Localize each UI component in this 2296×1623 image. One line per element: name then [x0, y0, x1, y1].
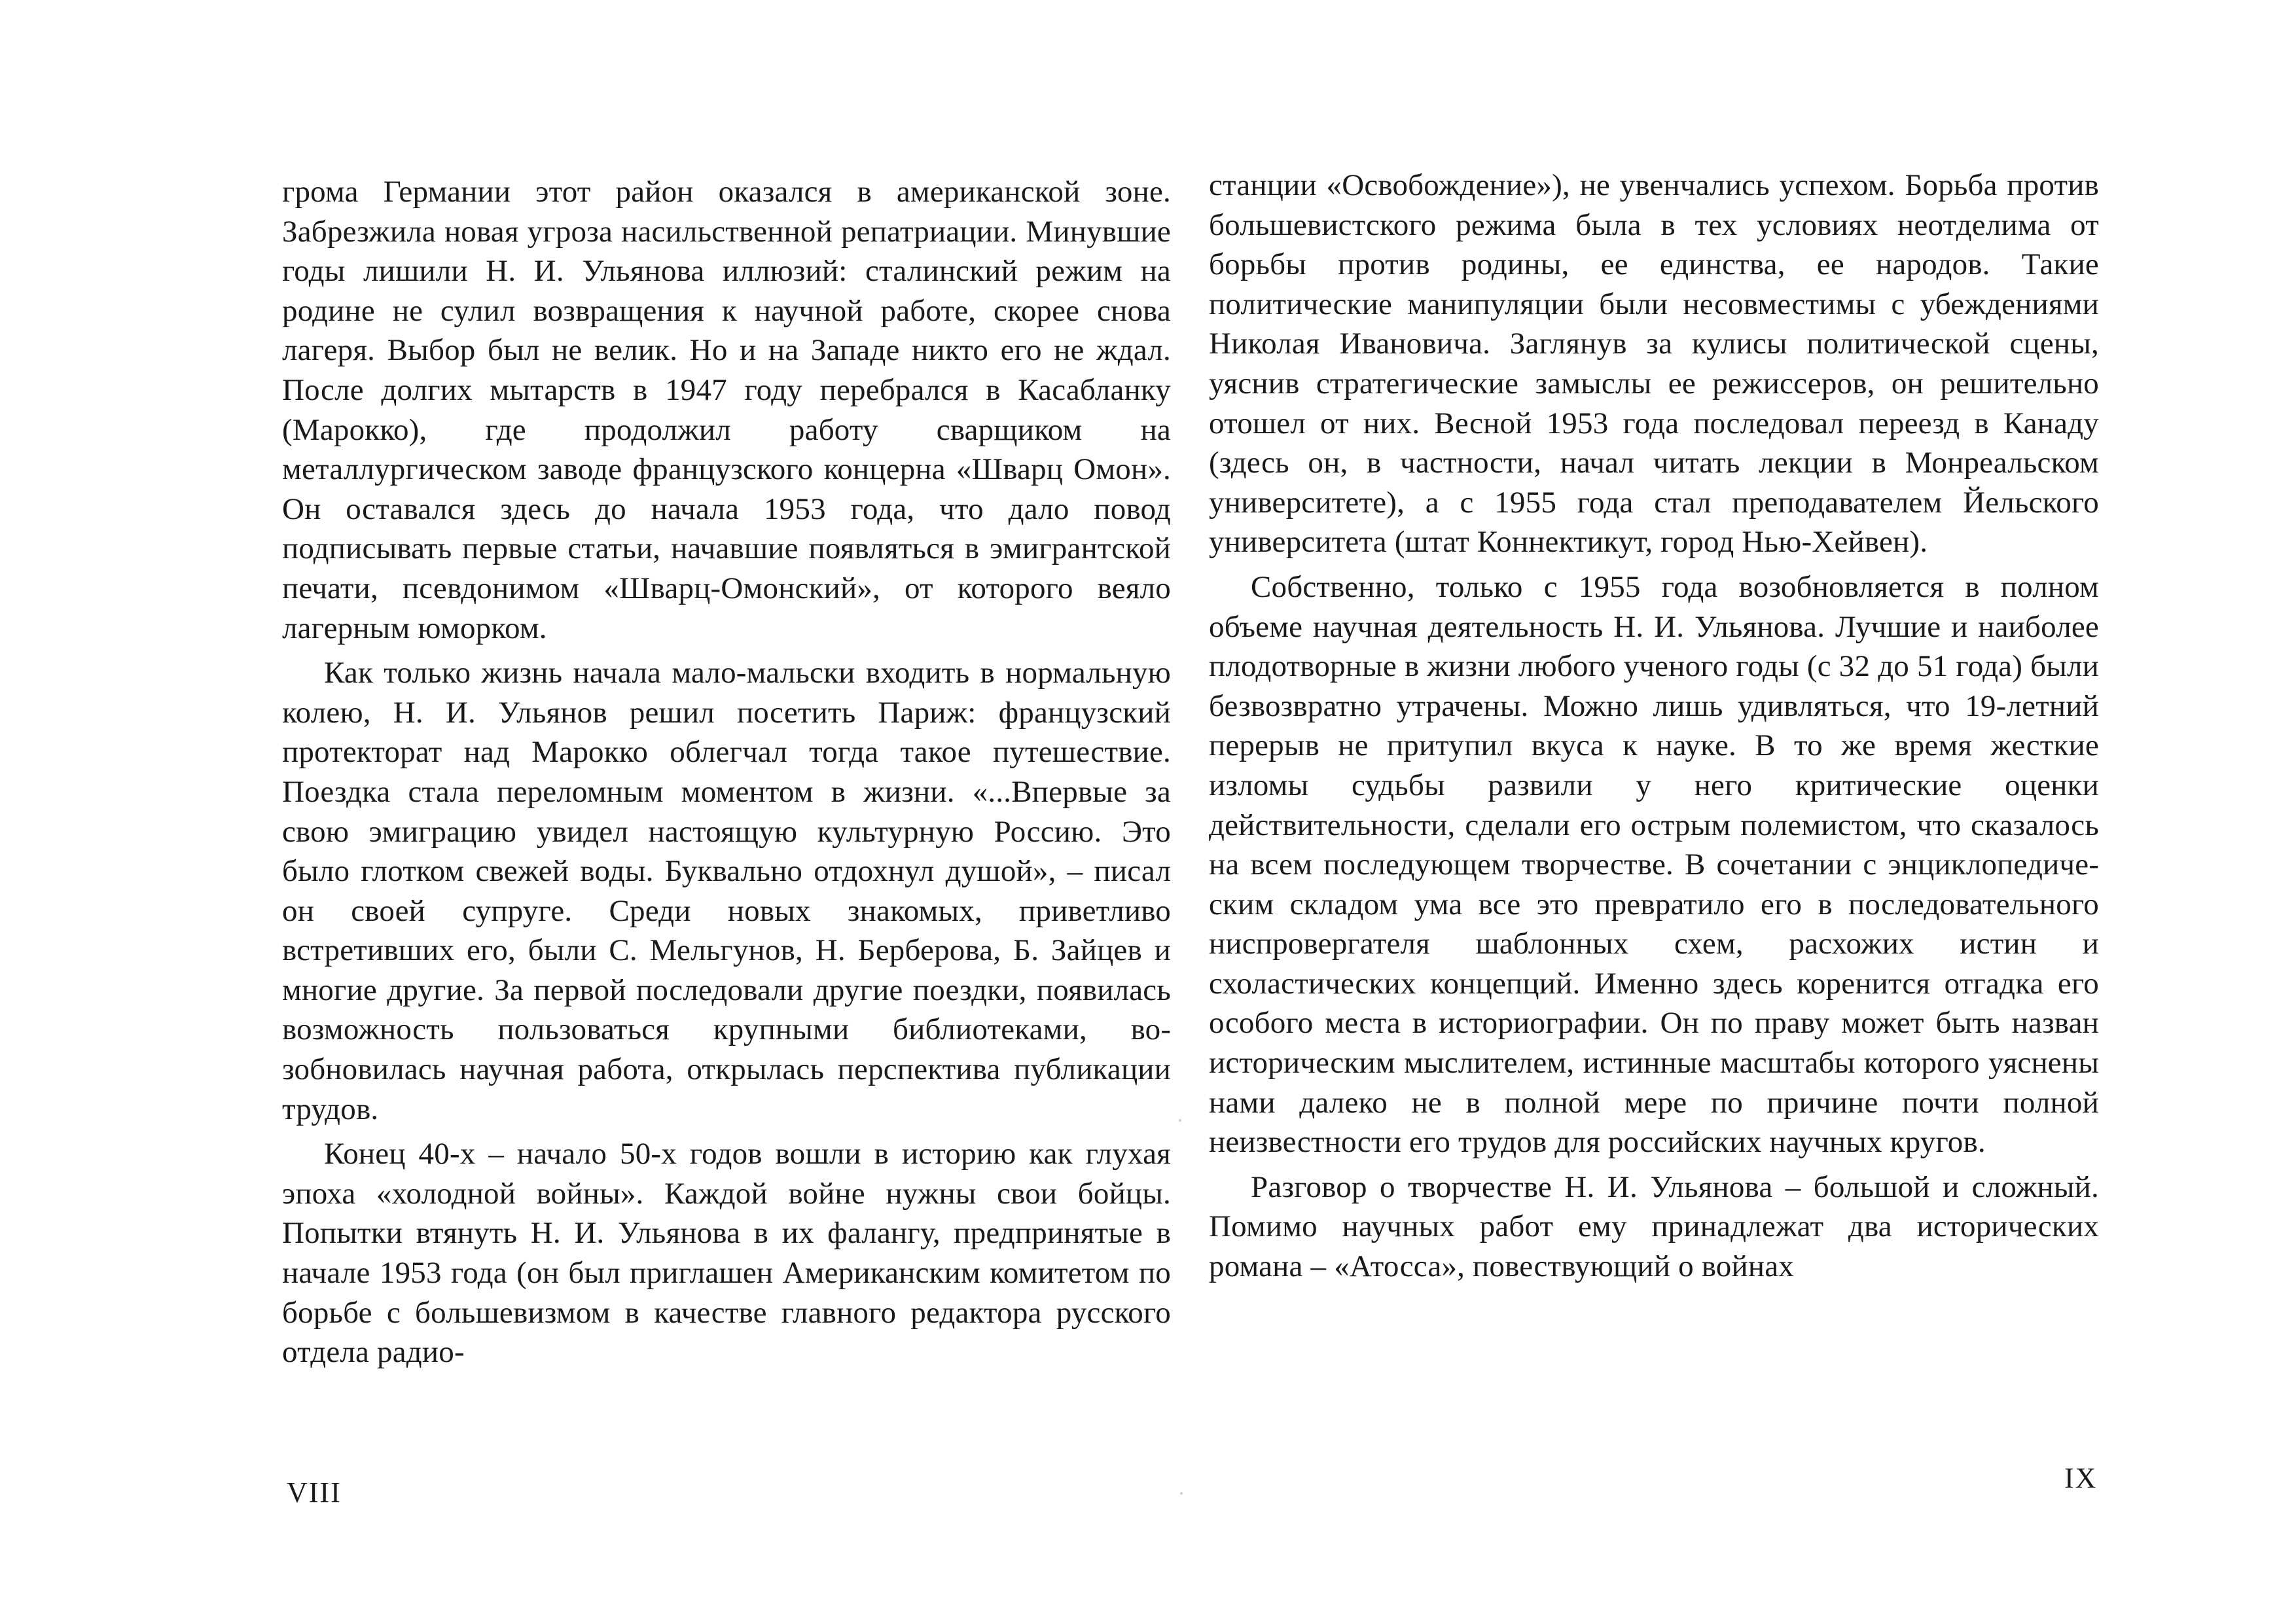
page-number: VIII [287, 1476, 342, 1508]
paragraph: станции «Освобождение»), не увенчались успехом. Борьба против большевистского режима была в тех условиях неотделима от борьбы против родины, ее единства, ее народов. Такие политические манипуляции были несовместимы с убеждениями Николая Ивановича. Заглянув за кулисы политической сцены, уяснив стратегические замыслы ее режиссеров, он решительно отошел от них. Весной 1953 года последовал переезд в Канаду (здесь он, в частности, начал читать лекции в Монреальском университете), а с 1955 года стал преподавателем Йельского университета (штат Коннектикут, город Нью-Хейвен). [1209, 168, 2099, 560]
paragraph: грома Германии этот район оказался в американской зоне. Забрезжила новая угроза насильственной репатриации. Минувшие годы лишили Н. И. Ульянова иллюзий: сталинский режим на родине не сулил возвращения к научной работе, скорее снова лагеря. Выбор был не велик. Но и на Западе никто его не ждал. После долгих мытарств в 1947 году перебрался в Касабланку (Марокко), где продолжил работу сварщиком на металлургическом заводе французского концерна «Шварц Омон». Он оставался здесь до начала 1953 года, что дало повод подписывать первые статьи, начавшие появляться в эмигрантской печати, псевдонимом «Шварц-Омонский», от которого веяло лагерным юморком. [282, 175, 1171, 645]
right-page-text-column [1209, 166, 2099, 1287]
paragraph: Собственно, только с 1955 года возобновляется в полном объеме научная деятельность Н. И. Ульянова. Лучшие и наиболее плодотворные в жизни любого ученого годы (с 32 до 51 года) были безвозвратно утрачены. Можно лишь удивляться, что 19-летний перерыв не притупил вкуса к науке. В то же время жесткие изломы судьбы развили у него критические оценки действительности, сделали его острым полемистом, что сказалось на всем последующем творчестве. В сочетании с энциклопедическим складом ума все это превратило его в последовательного ниспровергателя шаблонных схем, расхожих истин и схоластических концепций. Именно здесь коренится отгадка его особого места в историографии. Он по праву может быть назван историческим мыслителем, истинные масштабы которого уяснены нами далеко не в полной мере по причине почти полной неизвестности его трудов для российских научных кругов. [1209, 569, 2099, 1160]
page-number: IX [2064, 1462, 2098, 1494]
paragraph: Как только жизнь начала мало-мальски входить в нормальную колею, Н. И. Ульянов решил посетить Париж: французский протекторат над Марокко облегчал тогда такое путешествие. Поездка стала переломным моментом в жизни. «...Впервые за свою эмиграцию увидел настоящую культурную Россию. Это было глотком свежей воды. Буквально отдохнул душой», – писал он своей супруге. Среди новых знакомых, приветливо встретивших его, были С. Мельгунов, Н. Берберова, Б. Зайцев и многие другие. За первой последовали другие поездки, появилась возможность пользоваться крупными библиотеками, возобновилась научная работа, открылась перспектива публикации трудов. [282, 656, 1171, 1126]
right-page [1148, 0, 2296, 1623]
left-page-text-column [282, 172, 1171, 1372]
paragraph: Разговор о творчестве Н. И. Ульянова – большой и сложный. Помимо научных работ ему принадлежат два исторических романа – «Атосса», повествующий о войнах [1209, 1169, 2099, 1284]
paragraph: Конец 40-х – начало 50-х годов вошли в историю как глухая эпоха «холодной войны». Каждой войне нужны свои бойцы. Попытки втянуть Н. И. Ульянова в их фалангу, предпринятые в начале 1953 года (он был приглашен Американским комитетом по борьбе с большевизмом в качестве главного редактора русского отдела радио- [282, 1137, 1171, 1370]
